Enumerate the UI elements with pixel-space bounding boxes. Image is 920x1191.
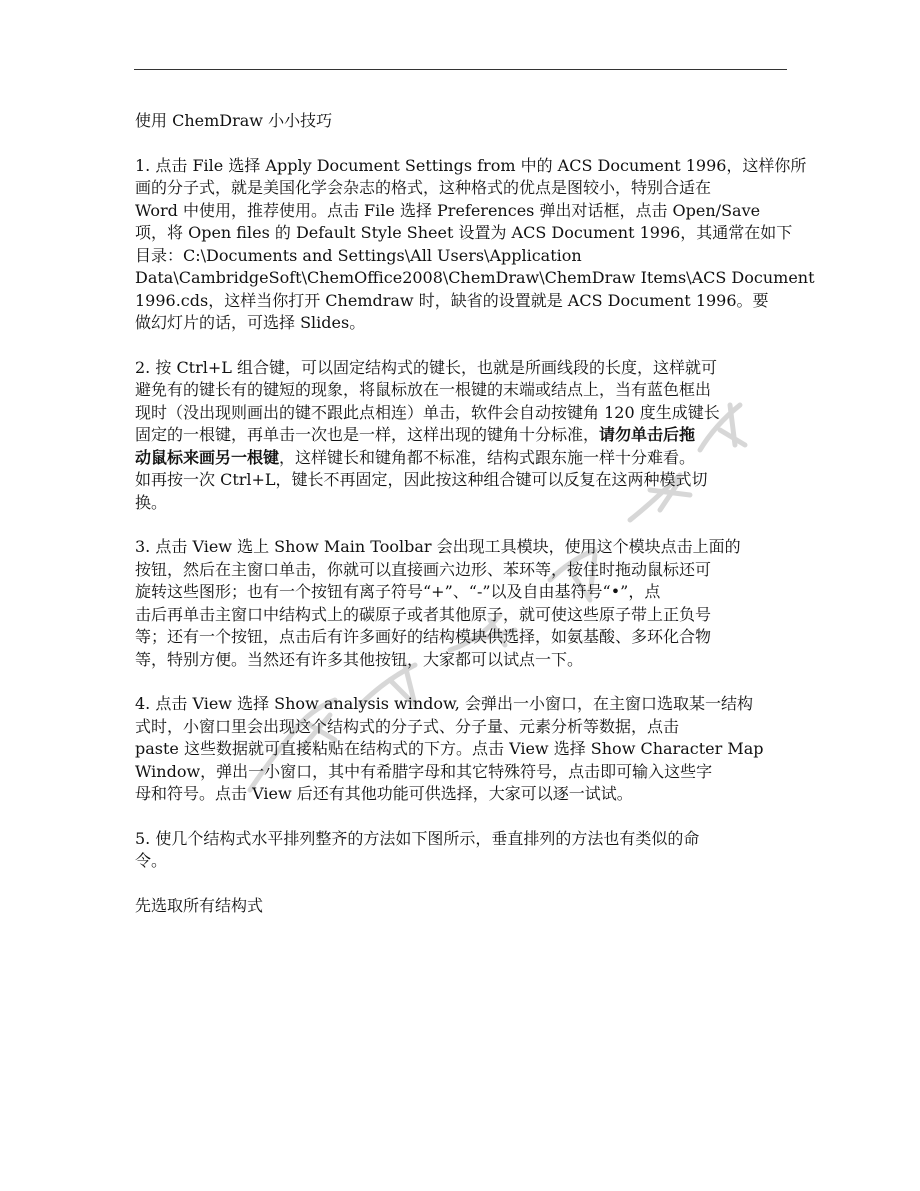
tip-4 [135,693,795,806]
text-line: 式时，小窗口里会出现这个结构式的分子式、分子量、元素分析等数据，点击 [135,716,680,736]
text-line: Window，弹出一小窗口，其中有希腊字母和其它特殊符号，点击即可输入这些字 [135,761,713,781]
text-line: 目录：C:\Documents and Settings\All Users\Application [135,245,582,265]
text-line: 旋转这些图形；也有一个按钮有离子符号“+”、“-”以及自由基符号“•”，点 [135,582,661,601]
bold-warning: 动鼠标来画另一根键 [135,447,280,467]
text-line: Data\CambridgeSoft\ChemOffice2008\ChemDraw\ChemDraw Items\ACS Document [135,268,815,287]
document-title: 使用 ChemDraw 小小技巧 [135,111,333,130]
text-span: 固定的一根键，再单击一次也是一样，这样出现的键角十分标准， [135,425,600,444]
text-line: 换。 [135,492,168,512]
text-line: 1996.cds，这样当你打开 Chemdraw 时，缺省的设置就是 ACS Document 1996。要 [135,290,769,310]
text-line: 击后再单击主窗口中结构式上的碳原子或者其他原子，就可使这些原子带上正负号 [135,604,712,624]
closing-line [135,895,795,918]
text-line: 现时（没出现则画出的键不跟此点相连）单击，软件会自动按键角 120 度生成键长 [135,402,720,422]
tip-2 [135,357,795,515]
text-span: ，这样键长和键角都不标准，结构式跟东施一样十分难看。 [279,447,696,467]
text-line: 1. 点击 File 选择 Apply Document Settings from 中的 ACS Document 1996，这样你所 [135,155,807,175]
text-line: 避免有的键长有的键短的现象，将鼠标放在一根键的末端或结点上，当有蓝色框出 [135,380,712,399]
text-line: 5. 使几个结构式水平排列整齐的方法如下图所示，垂直排列的方法也有类似的命 [135,828,700,848]
text-line: Word 中使用，推荐使用。点击 File 选择 Preferences 弹出对话框，点击 Open/Save [135,200,761,220]
text-line: 等；还有一个按钮，点击后有许多画好的结构模块供选择，如氨基酸、多环化合物 [135,627,712,646]
text-line: 令。 [135,851,168,870]
text-line: 按钮，然后在主窗口单击，你就可以直接画六边形、苯环等，按住时拖动鼠标还可 [135,559,712,579]
text-line-mixed [135,447,795,470]
text-line-mixed [135,424,795,447]
document-body [135,110,815,939]
text-line: 2. 按 Ctrl+L 组合键，可以固定结构式的键长，也就是所画线段的长度，这样就可 [135,357,717,377]
text-line: 等，特别方便。当然还有许多其他按钮，大家都可以试点一下。 [135,649,584,669]
text-line: 4. 点击 View 选择 Show analysis window, 会弹出一小窗口，在主窗口选取某一结构 [135,694,753,713]
header-rule [134,69,787,70]
text-line: paste 这些数据就可直接粘贴在结构式的下方。点击 View 选择 Show Character Map [135,739,764,758]
text-line: 画的分子式，就是美国化学会杂志的格式，这种格式的优点是图较小，特别合适在 [135,178,712,197]
text-line: 3. 点击 View 选上 Show Main Toolbar 会出现工具模块，使用这个模块点击上面的 [135,537,741,556]
text-line: 做幻灯片的话，可选择 Slides。 [135,313,366,332]
bold-warning: 请勿单击后拖 [599,425,696,444]
text-line: 母和符号。点击 View 后还有其他功能可供选择，大家可以逐一试试。 [135,784,633,803]
text-line: 项，将 Open files 的 Default Style Sheet 设置为 ACS Document 1996，其通常在如下 [135,223,793,242]
tip-3 [135,536,795,671]
text-line: 先选取所有结构式 [135,895,264,915]
tip-1 [135,155,815,335]
tip-5 [135,828,795,873]
text-line: 如再按一次 Ctrl+L，键长不再固定，因此按这种组合键可以反复在这两种模式切 [135,470,708,489]
